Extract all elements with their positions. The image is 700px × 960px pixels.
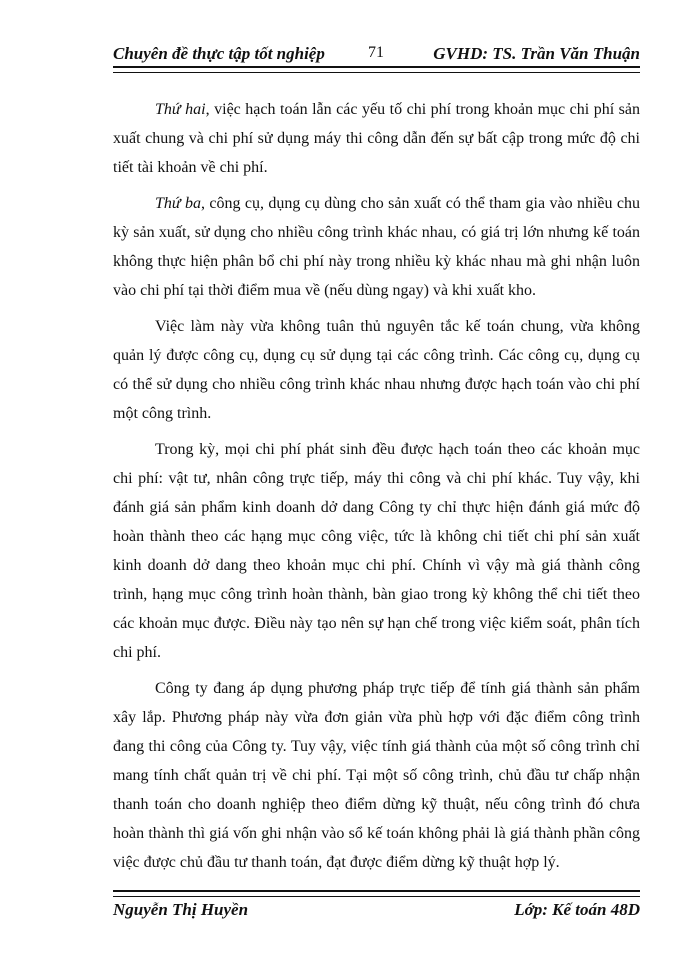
header-rule: [113, 66, 640, 73]
paragraph-lead: Thứ ba: [155, 195, 202, 212]
paragraph-2: [113, 189, 640, 305]
footer-rule: [113, 890, 640, 897]
paragraph-1: [113, 95, 640, 182]
paragraph-text: Trong kỳ, mọi chi phí phát sinh đều được hạch toán theo các khoản mục chi phí: vật tư, nhân công trực tiếp, máy thi công và chi phí khác. Tuy vậy, khi đánh giá sản phẩm kinh doanh dở dang Công ty chỉ thực hiện đánh giá mức độ hoàn thành theo các hạng mục công việc, tức là không chi tiết chi phí sản xuất kinh doanh dở dang theo khoản mục chi phí. Chính vì vậy mà giá thành công trình, hạng mục công trình hoàn thành, bàn giao trong kỳ không thể chi tiết theo các khoản mục được. Điều này tạo nên sự hạn chế trong việc kiểm soát, phân tích chi phí.: [113, 441, 640, 661]
header-advisor: GVHD: TS. Trần Văn Thuận: [433, 44, 640, 63]
footer-author: Nguyễn Thị Huyền: [113, 900, 249, 919]
paragraph-text: , công cụ, dụng cụ dùng cho sản xuất có thể tham gia vào nhiều chu kỳ sản xuất, sử dụng cho nhiều công trình khác nhau, có giá trị lớn nhưng kế toán không thực hiện phân bổ chi phí này trong nhiều kỳ khác nhau mà ghi nhận luôn vào chi phí tại thời điểm mua về (nếu dùng ngay) và khi xuất kho.: [113, 195, 641, 299]
footer-class: Lớp: Kế toán 48D: [514, 900, 640, 919]
paragraph-3: [113, 312, 640, 428]
paragraph-lead: Thứ hai: [155, 101, 206, 118]
page-number: 71: [368, 44, 384, 61]
page-body: [113, 95, 640, 884]
page-header: [113, 40, 640, 66]
paragraph-5: [113, 674, 640, 877]
paragraph-4: [113, 435, 640, 667]
paragraph-text: , việc hạch toán lẫn các yếu tố chi phí trong khoản mục chi phí sản xuất chung và chi phí sử dụng máy thi công dẫn đến sự bất cập trong mức độ chi tiết tài khoản về chi phí.: [113, 101, 641, 176]
paragraph-text: Việc làm này vừa không tuân thủ nguyên tắc kế toán chung, vừa không quản lý được công cụ, dụng cụ sử dụng tại các công trình. Các công cụ, dụng cụ có thể sử dụng cho nhiều công trình khác nhau nhưng được hạch toán vào chi phí một công trình.: [113, 318, 640, 422]
paragraph-text: Công ty đang áp dụng phương pháp trực tiếp để tính giá thành sản phẩm xây lắp. Phương pháp này vừa đơn giản vừa phù hợp với đặc điểm công trình đang thi công của Công ty. Tuy vậy, việc tính giá thành của một số công trình chỉ mang tính chất quản trị về chi phí. Tại một số công trình, chủ đầu tư chấp nhận thanh toán cho doanh nghiệp theo điểm dừng kỹ thuật, nếu công trình đó chưa hoàn thành thì giá vốn ghi nhận vào sổ kế toán không phải là giá thành phần công việc được chủ đầu tư thanh toán, đạt được điểm dừng kỹ thuật hợp lý.: [113, 680, 640, 871]
header-title: Chuyên đề thực tập tốt nghiệp: [113, 44, 325, 63]
page-footer: [113, 900, 640, 924]
